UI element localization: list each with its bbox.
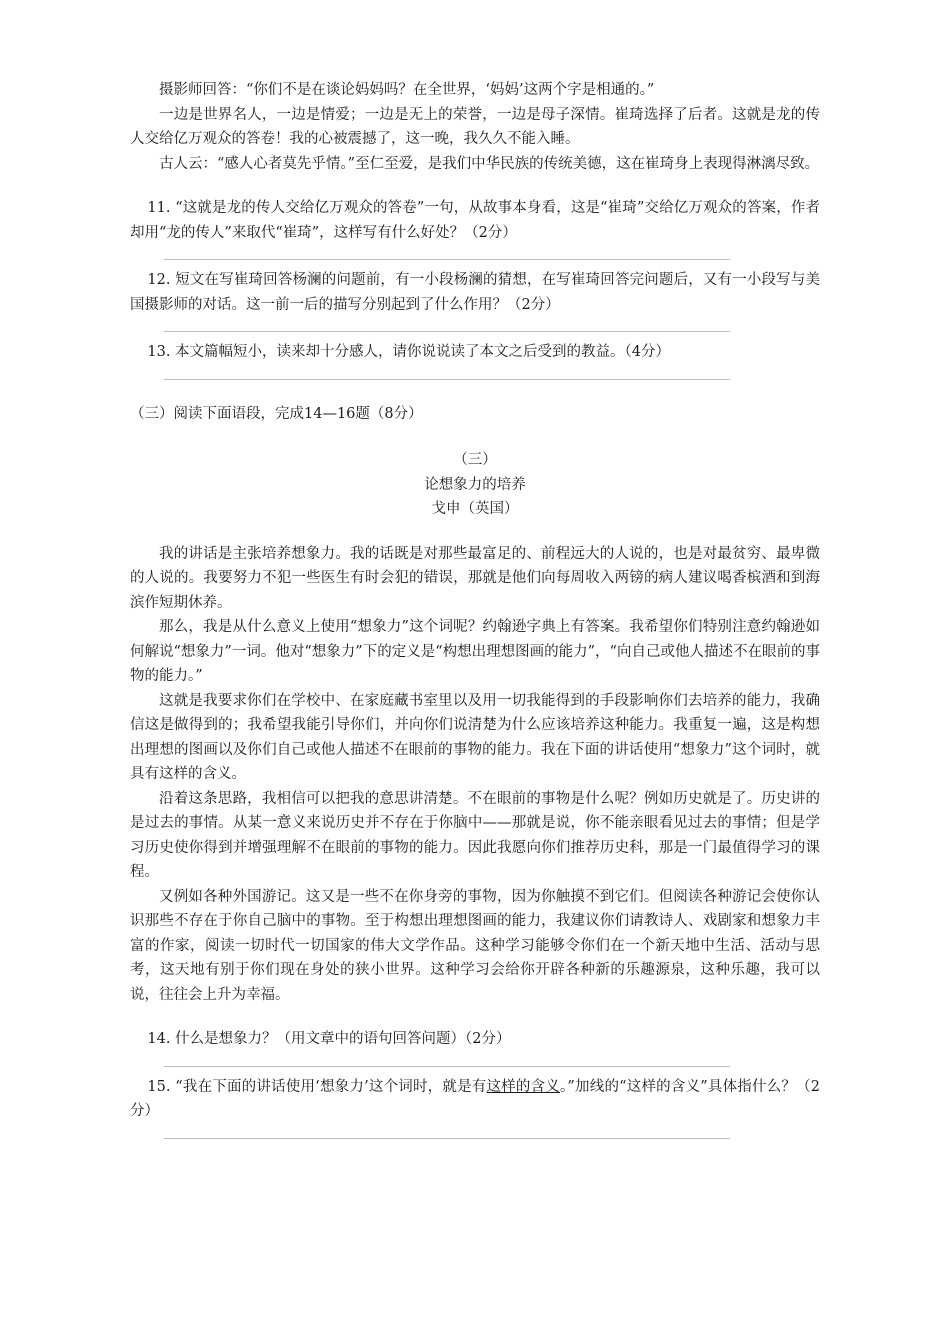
article-paragraph: 那么，我是从什么意义上使用“想象力”这个词呢？约翰逊字典上有答案。我希望你们特别注意约翰逊如何解说“想象力”一词。他对“想象力”下的定义是“构想出理想图画的能力”，“向自己或他人描述不在眼前的事物的能力。” — [130, 619, 820, 684]
article-paragraph: 沿着这条思路，我相信可以把我的意思讲清楚。不在眼前的事物是什么呢？例如历史就是了。历史讲的是过去的事情。从某一意义来说历史并不存在于你脑中——那就是说，你不能亲眼看见过去的事情；但是学习历史使你得到并增强理解不在眼前的事物的能力。因此我愿向你们推荐历史科，那是一门最值得学习的课程。 — [130, 790, 820, 880]
underlined-phrase: 这样的含义 — [486, 1078, 560, 1095]
question-13: 13. 本文篇幅短小，读来却十分感人，请你说说读了本文之后受到的教益。（4分） — [147, 344, 671, 360]
page-content — [130, 78, 820, 1139]
question-15 — [130, 1075, 820, 1124]
passage-paragraph: 古人云：“感人心者莫先乎情。”至仁至爱，是我们中华民族的传统美德，这在崔琦身上表现得淋漓尽致。 — [159, 155, 820, 172]
question-15-text: 15. “我在下面的讲话使用‘想象力’这个词时，就是有 — [147, 1078, 487, 1095]
passage-paragraph: 摄影师回答：“你们不是在谈论妈妈吗？在全世界，‘妈妈’这两个字是相通的。” — [159, 82, 655, 98]
article-paragraph: 又例如各种外国游记。这又是一些不在你身旁的事物，因为你触摸不到它们。但阅读各种游记会使你认识那些不存在于你自己脑中的事物。至于构想出理想图画的能力，我建议你们请教诗人、戏剧家和想象力丰富的作家，阅读一切时代一切国家的伟大文学作品。这种学习能够令你们在一个新天地中生活、活动与思考，这天地有别于你们现在身处的狭小世界。这种学习会给你开辟各种新的乐趣源泉，这种乐趣，我可以说，往往会上升为幸福。 — [130, 888, 820, 1003]
section-instruction: （三）阅读下面语段，完成14—16题（8分） — [130, 405, 423, 422]
question-15-text-end: 。”加线的“这样的含义”具体指什么？（2分） — [130, 1078, 820, 1119]
question-11: 11. “这就是龙的传人交给亿万观众的答卷”一句，从故事本身看，这是“崔琦”交给亿万观众的答案，作者却用“龙的传人”来取代“崔琦”，这样写有什么好处？（2分） — [130, 200, 820, 241]
section-number: （三） — [453, 452, 497, 468]
article-title: 论想象力的培养 — [424, 476, 526, 493]
article-paragraph: 这就是我要求你们在学校中、在家庭藏书室里以及用一切我能得到的手段影响你们去培养的能力，我确信这是做得到的；我希望我能引导你们，并向你们说清楚为什么应该培养这种能力。我重复一遍，这是构想出理想的图画以及你们自己或他人描述不在眼前的事物的能力。我在下面的讲话使用“想象力”这个词时，就具有这样的含义。 — [130, 692, 820, 782]
passage-paragraph: 一边是世界名人，一边是情爱；一边是无上的荣誉，一边是母子深情。崔琦选择了后者。这就是龙的传人交给亿万观众的答卷！我的心被震撼了，这一晚，我久久不能入睡。 — [130, 106, 820, 147]
answer-line-15[interactable] — [164, 1138, 730, 1139]
article-paragraph: 我的讲话是主张培养想象力。我的话既是对那些最富足的、前程远大的人说的，也是对最贫穷、最卑微的人说的。我要努力不犯一些医生有时会犯的错误，那就是他们向每周收入两镑的病人建议喝香槟酒和到海滨作短期休养。 — [130, 545, 820, 611]
article-author: 戈申（英国） — [431, 501, 519, 517]
question-12: 12. 短文在写崔琦回答杨澜的问题前，有一小段杨澜的猜想，在写崔琦回答完问题后，又有一小段写与美国摄影师的对话。这一前一后的描写分别起到了什么作用？（2分） — [130, 272, 820, 313]
question-14: 14. 什么是想象力？（用文章中的语句回答问题）（2分） — [147, 1031, 511, 1047]
